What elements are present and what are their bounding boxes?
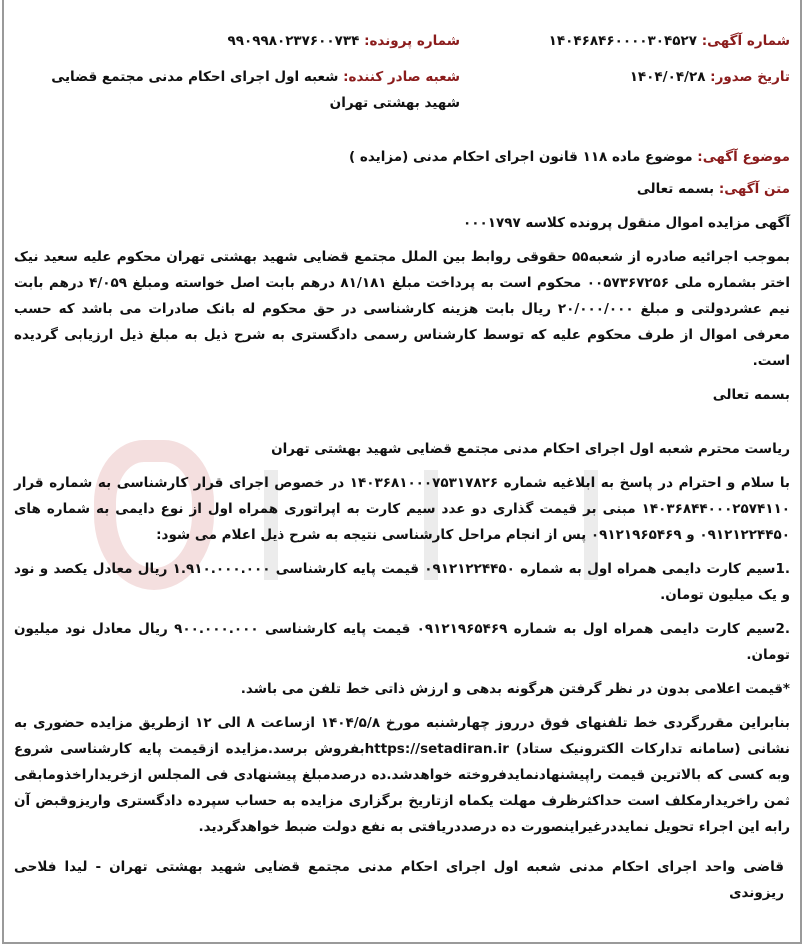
basmala: بسمه تعالی	[712, 387, 790, 403]
subject-field	[14, 144, 790, 170]
text-field	[14, 176, 790, 202]
paragraph-expert-report: با سلام و احترام در پاسخ به ابلاغیه شماره ۱۴۰۳۶۸۱۰۰۰۷۵۳۱۷۸۲۶ در خصوص اجرای قرار کارشناسی به شماره قرار ۱۴۰۳۶۸۴۴۰۰۰۲۵۷۴۱۱۰ مبنی بر قیمت گذاری دو عدد سیم کارت به اپراتوری همراه اول از نوع دایمی به شماره های ۰۹۱۲۱۲۲۴۴۵۰ و ۰۹۱۲۱۹۶۵۴۶۹ پس از انجام مراحل کارشناسی نتیجه به شرح ذیل اعلام می شود:	[14, 475, 791, 543]
issuer-field	[14, 64, 460, 116]
issuer-label: شعبه صادر کننده:	[343, 69, 460, 85]
document-frame	[2, 0, 802, 944]
case-number-label: شماره پرونده:	[364, 33, 460, 49]
subject-label: موضوع آگهی:	[697, 149, 790, 165]
issue-date-field	[480, 64, 790, 116]
issuer-value: شعبه اول اجرای احکام مدنی مجتمع قضایی شهید بهشتی تهران	[51, 69, 460, 111]
paragraph-judgment: بموجب اجرائیه صادره از شعبه۵۵ حقوقی روابط بین الملل مجتمع قضایی شهید بهشتی تهران محکوم علیه سعید نیک اختر بشماره ملی ۰۰۵۷۳۶۷۲۵۶ محکوم است به پرداخت مبلغ ۸۱/۱۸۱ درهم بابت اصل خواسته ومبلغ ۴/۰۵۹ درهم بابت نیم عشردولتی و مبلغ ۲۰/۰۰۰/۰۰۰ ریال بابت هزینه کارشناسی در حق محکوم له بانک صادرات می باشد که حسب معرفی اموال از طرف محکوم علیه که توسط کارشناس رسمی دادگستری به شرح ذیل به مبلغ ذیل ارزیابی گردیده است.	[14, 249, 791, 369]
case-number-field	[14, 28, 460, 54]
notice-content	[14, 28, 790, 906]
notice-header	[14, 28, 790, 116]
item-2: .2سیم کارت دایمی همراه اول به شماره ۰۹۱۲۱۹۶۵۴۶۹ قیمت پایه کارشناسی ۹۰۰.۰۰۰.۰۰۰ ریال معادل نود میلیون تومان.	[14, 621, 790, 663]
subject-value: موضوع ماده ۱۱۸ قانون اجرای احکام مدنی (مزایده )	[349, 149, 693, 165]
ad-number-label: شماره آگهی:	[701, 33, 790, 49]
text-intro: بسمه تعالی	[636, 181, 715, 197]
notice-title: آگهی مزایده اموال منقول پرونده کلاسه ۰۰۰۱۷۹۷	[463, 215, 790, 231]
issue-date-value: ۱۴۰۴/۰۴/۲۸	[629, 69, 706, 85]
item-1: .1سیم کارت دایمی همراه اول به شماره ۰۹۱۲۱۲۲۴۴۵۰ قیمت پایه کارشناسی ۱.۹۱۰.۰۰۰.۰۰۰ ریال معادل یکصد و نود و یک میلیون تومان.	[14, 561, 790, 603]
price-note: *قیمت اعلامی بدون در نظر گرفتن هرگونه بدهی و ارزش ذاتی خط تلفن می باشد.	[240, 681, 790, 697]
addressee: ریاست محترم شعبه اول اجرای احکام مدنی مجتمع قضایی شهید بهشتی تهران	[271, 441, 790, 457]
case-number-value: ۹۹۰۹۹۸۰۲۳۷۶۰۰۷۳۴	[227, 33, 360, 49]
ad-number-value: ۱۴۰۴۶۸۴۶۰۰۰۰۳۰۴۵۲۷	[548, 33, 697, 49]
text-label: متن آگهی:	[718, 181, 790, 197]
issue-date-label: تاریخ صدور:	[710, 69, 790, 85]
paragraph-auction-terms: بنابراین مقررگردی خط تلفنهای فوق درروز چهارشنبه مورخ ۱۴۰۴/۵/۸ ازساعت ۸ الی ۱۲ ازطریق مزایده حضوری به نشانی (سامانه تدارکات الکترونیک ستاد) https://setadiran.irبفروش برسد.مزایده ازقیمت پایه کارشناسی شروع وبه کسی که بالاترین قیمت راپیشنهادنمایدفروخته خواهدشد.ده درصدمبلغ پیشنهادی فی المجلس ازخریداراخذومابقی ثمن راخریدارمکلف است حداکثرظرف مهلت یکماه ازتاریخ برگزاری مزایده به حساب سپرده دادگستری واریزوقبض آن رابه این اجراء تحویل نمایددرغیراینصورت ده درصددریافتی به نفع دولت ضبط خواهدگردید.	[14, 715, 790, 835]
judge-signature: قاضی واحد اجرای احکام مدنی شعبه اول اجرای احکام مدنی مجتمع قضایی شهید بهشتی تهران - لیدا فلاحی ریزوندی	[14, 859, 784, 901]
ad-number-field	[480, 28, 790, 54]
